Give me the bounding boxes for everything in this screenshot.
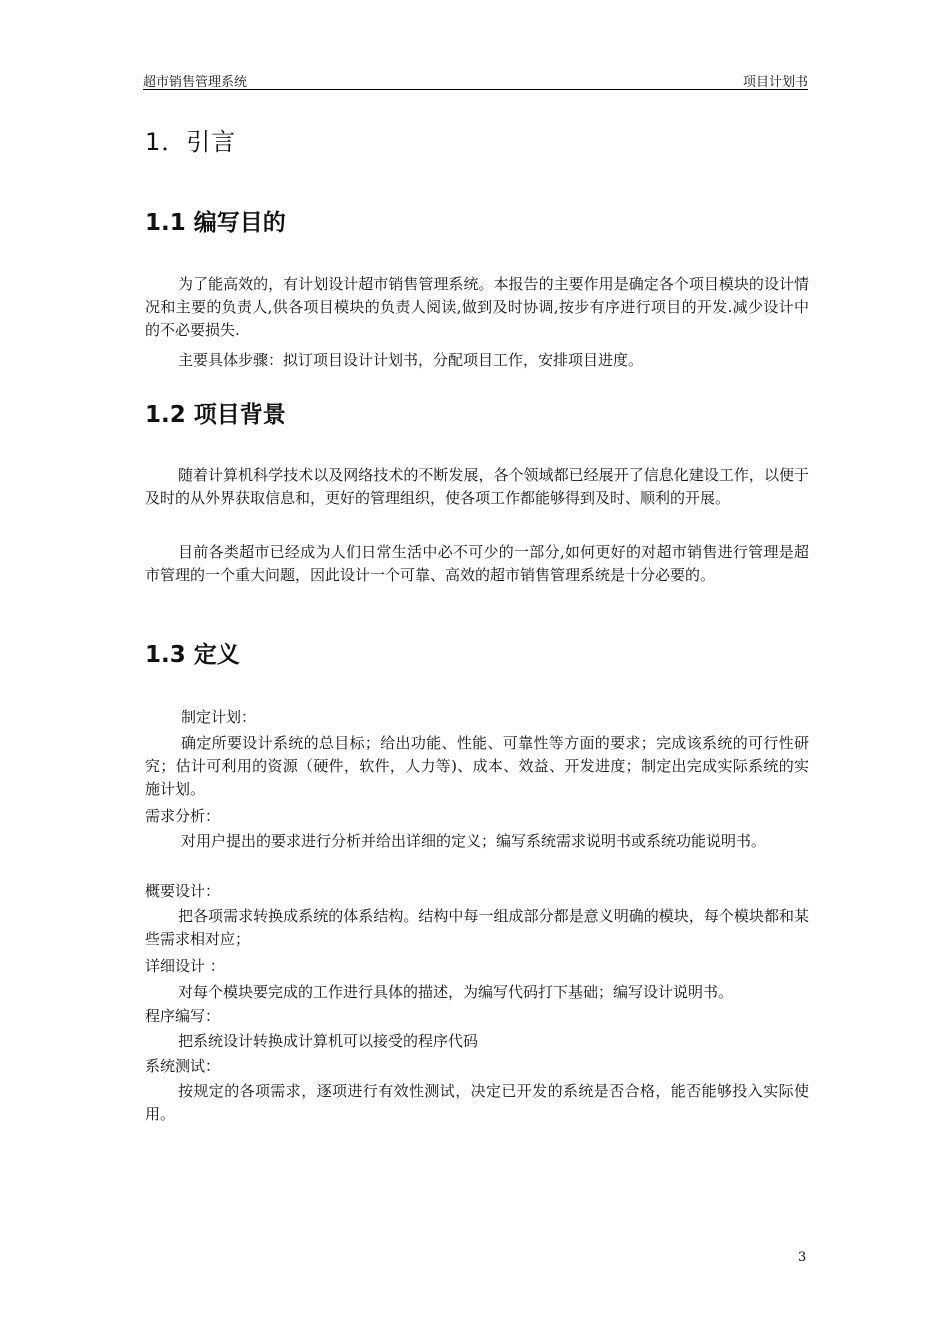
definition-text-plan: 确定所要设计系统的总目标；给出功能、性能、可靠性等方面的要求；完成该系统的可行性研究；估计可利用的资源（硬件，软件，人力等)、成本、效益、开发进度；制定出完成实际系统的实施计划。 [145, 734, 809, 798]
definition-label-detailed-design: 详细设计 ： [145, 957, 225, 975]
chapter-title: 1．引言 [145, 128, 237, 156]
definition-text-outline-design: 把各项需求转换成系统的体系结构。结构中每一组成部分都是意义明确的模块，每个模块都和某些需求相对应； [145, 907, 809, 948]
header-doc-type: 项目计划书 [742, 75, 808, 90]
definition-label-testing: 系统测试： [145, 1057, 221, 1075]
page-header [143, 69, 808, 90]
section-1-2-paragraph-2: 目前各类超市已经成为人们日常生活中必不可少的一部分,如何更好的对超市销售进行管理是超市管理的一个重大问题，因此设计一个可靠、高效的超市销售管理系统是十分必要的。 [145, 543, 809, 584]
definition-text-requirements: 对用户提出的要求进行分析并给出详细的定义；编写系统需求说明书或系统功能说明书。 [181, 832, 767, 850]
definition-text-programming: 把系统设计转换成计算机可以接受的程序代码 [178, 1032, 479, 1050]
definition-label-requirements: 需求分析： [145, 807, 221, 825]
section-1-1-paragraph-2: 主要具体步骤：拟订项目设计计划书，分配项目工作，安排项目进度。 [178, 351, 644, 369]
section-1-2-paragraph-1: 随着计算机科学技术以及网络技术的不断发展，各个领域都已经展开了信息化建设工作，以便于及时的从外界获取信息和，更好的管理组织，使各项工作都能够得到及时、顺利的开展。 [145, 466, 809, 507]
definition-text-testing: 按规定的各项需求，逐项进行有效性测试，决定已开发的系统是否合格，能否能够投入实际使用。 [145, 1082, 809, 1123]
page-number: 3 [798, 1250, 807, 1265]
definition-label-programming: 程序编写： [145, 1007, 221, 1025]
definition-label-outline-design: 概要设计： [145, 882, 221, 900]
header-system-name: 超市销售管理系统 [143, 75, 248, 90]
definition-label-plan: 制定计划： [181, 708, 257, 726]
section-title-1-1: 1.1 编写目的 [145, 210, 286, 236]
section-title-1-3: 1.3 定义 [145, 642, 240, 668]
section-title-1-2: 1.2 项目背景 [145, 402, 286, 428]
section-1-1-paragraph-1: 为了能高效的，有计划设计超市销售管理系统。本报告的主要作用是确定各个项目模块的设计情况和主要的负责人,供各项目模块的负责人阅读,做到及时协调,按步有序进行项目的开发.减少设计中的不必要损失. [145, 275, 809, 339]
definition-text-detailed-design: 对每个模块要完成的工作进行具体的描述，为编写代码打下基础；编写设计说明书。 [178, 983, 734, 1001]
